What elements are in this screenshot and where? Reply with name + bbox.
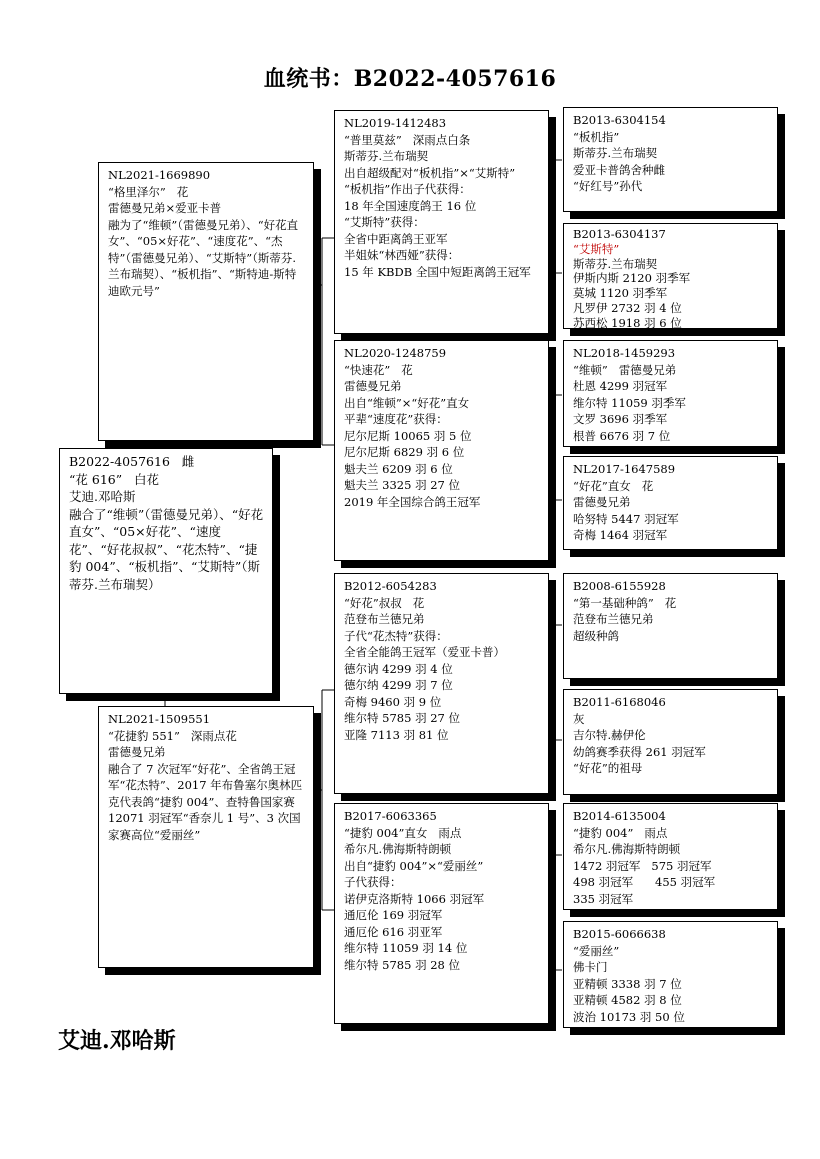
dam-sire-card <box>334 573 549 794</box>
card-line: “爱丽丝” <box>573 943 620 958</box>
dam-sire-sire-card <box>563 573 778 679</box>
dam-dam-sire-card <box>563 803 778 910</box>
owner-name: 艾迪.邓哈斯 <box>58 1028 176 1054</box>
card-line: 出自超级配对“板机指”×“艾斯特” <box>344 165 516 180</box>
card-line: 莫城 1120 羽季军 <box>573 286 668 301</box>
card-line: “板机指” <box>573 129 620 144</box>
card-line: 佛卡门 <box>573 960 608 974</box>
bird-ring-sex: B2022-4057616 雌 <box>69 454 195 469</box>
dam-dam-card <box>334 803 549 1024</box>
card-line: 哈努特 5447 羽冠军 <box>573 511 679 526</box>
card-line: 奇梅 1464 羽冠军 <box>573 528 668 542</box>
card-line: 通厄伦 169 羽冠军 <box>344 908 443 922</box>
card-line: “快速花” 花 <box>344 362 413 377</box>
card-line: 18 年全国速度鸽王 16 位 <box>344 198 477 213</box>
bird-breeder: 艾迪.邓哈斯 <box>69 489 136 504</box>
card-line: 超级种鸽 <box>573 628 619 643</box>
sire-ring: NL2021-1669890 <box>108 168 211 182</box>
dam-name-color: “花捷豹 551” 深雨点花 <box>108 728 237 743</box>
bird-name-color: “花 616” 白花 <box>69 471 160 487</box>
card-line: 出自“捷豹 004”×“爱丽丝” <box>344 858 484 873</box>
card-line: 斯蒂芬.兰布瑞契 <box>573 256 658 271</box>
card-line: 子代获得： <box>344 875 402 889</box>
card-line: 雷德曼兄弟 <box>573 495 631 509</box>
card-line: 尼尔尼斯 6829 羽 6 位 <box>344 445 465 459</box>
card-line: “好红号”孙代 <box>573 179 643 193</box>
sire-dam-card <box>334 340 549 561</box>
card-line: 半姐妹“林西娅”获得： <box>344 248 460 262</box>
card-line: 335 羽冠军 <box>573 891 634 906</box>
card-line: 2019 年全国综合鸽王冠军 <box>344 494 481 509</box>
dam-dam-dam-card <box>563 921 778 1028</box>
card-line: B2017-6063365 <box>344 809 437 823</box>
card-line: 希尔凡.佛海斯特朗顿 <box>573 842 681 856</box>
card-line: 根普 6676 羽 7 位 <box>573 428 671 443</box>
card-line: 奇梅 9460 羽 9 位 <box>344 694 442 709</box>
card-line: “艾斯特” <box>573 241 620 256</box>
card-line: B2011-6168046 <box>573 695 666 709</box>
card-line: “板机指”作出子代获得： <box>344 182 471 196</box>
card-line: 魁夫兰 3325 羽 27 位 <box>344 478 461 492</box>
card-line: 通厄伦 616 羽亚军 <box>344 924 443 939</box>
card-line: “维顿” 雷德曼兄弟 <box>573 362 677 377</box>
card-line: “第一基础种鸽” 花 <box>573 595 677 610</box>
card-line: 斯蒂芬.兰布瑞契 <box>344 149 429 163</box>
card-line: 亚精顿 4582 羽 8 位 <box>573 993 682 1007</box>
card-line: 雷德曼兄弟 <box>344 379 402 393</box>
card-line: 凡罗伊 2732 羽 4 位 <box>573 300 682 315</box>
card-line: 亚精顿 3338 羽 7 位 <box>573 976 682 991</box>
bird-card <box>59 448 273 694</box>
card-line: 维尔特 5785 羽 28 位 <box>344 957 461 972</box>
sire-dam-dam-card <box>563 456 778 550</box>
card-line: 子代“花杰特”获得： <box>344 628 448 643</box>
card-line: 诺伊克洛斯特 1066 羽冠军 <box>344 891 485 906</box>
card-line: “普里莫兹” 深雨点白条 <box>344 132 471 147</box>
card-line: “好花”的祖母 <box>573 761 643 775</box>
card-line: 全省全能鸽王冠军（爱亚卡普） <box>344 645 505 659</box>
card-line: “捷豹 004”直女 雨点 <box>344 825 462 840</box>
card-line: B2015-6066638 <box>573 927 666 941</box>
sire-sire-card <box>334 110 549 334</box>
sire-bloodline-note: 融为了“维顿”（雷德曼兄弟）、“好花直女”、“05×好花”、“速度花”、“杰特”（雷德曼兄弟）、“艾斯特”（斯蒂芬.兰布瑞契）、“板机指”、“斯特迪-斯特迪欧元号” <box>108 217 299 298</box>
card-line: 15 年 KBDB 全国中短距离鸽王冠军 <box>344 264 531 279</box>
card-line: 斯蒂芬.兰布瑞契 <box>573 146 658 160</box>
card-line: 灰 <box>573 711 585 726</box>
card-line: NL2018-1459293 <box>573 346 676 360</box>
dam-bloodline-note: 融合了 7 次冠军“好花”、全省鸽王冠军“花杰特”、2017 年布鲁塞尔奥林匹克代表鸽“捷豹 004”、查特鲁国家赛 12071 羽冠军“香奈儿 1 号”、3 次国家赛高位“爱丽丝” <box>108 761 303 842</box>
card-line: 维尔特 11059 羽季军 <box>573 395 686 410</box>
dam-sire-dam-card <box>563 689 778 795</box>
card-line: B2008-6155928 <box>573 579 666 593</box>
card-line: “好花”直女 花 <box>573 478 654 493</box>
card-line: 魁夫兰 6209 羽 6 位 <box>344 461 453 476</box>
card-line: 平辈“速度花”获得： <box>344 412 448 426</box>
card-line: “艾斯特”获得： <box>344 215 425 229</box>
sire-breeder: 雷德曼兄弟×爱亚卡普 <box>108 201 222 215</box>
card-line: 吉尔特.赫伊伦 <box>573 728 646 742</box>
sire-sire-dam-card <box>563 223 778 329</box>
card-line: 范登布兰德兄弟 <box>344 612 425 626</box>
card-line: 尼尔尼斯 10065 羽 5 位 <box>344 428 472 443</box>
card-line: B2013-6304137 <box>573 227 666 241</box>
card-line: B2012-6054283 <box>344 579 437 593</box>
sire-name-color: “格里泽尔” 花 <box>108 184 189 199</box>
card-line: 幼鸽赛季获得 261 羽冠军 <box>573 744 706 759</box>
card-line: 范登布兰德兄弟 <box>573 612 654 626</box>
card-line: 德尔讷 4299 羽 4 位 <box>344 661 453 676</box>
card-line: B2013-6304154 <box>573 113 666 127</box>
card-line: 全省中距离鸽王亚军 <box>344 231 448 246</box>
card-line: 德尔纳 4299 羽 7 位 <box>344 678 453 692</box>
card-line: 苏西松 1918 羽 6 位 <box>573 315 682 329</box>
card-line: 伊斯内斯 2120 羽季军 <box>573 271 691 286</box>
card-line: 希尔凡.佛海斯特朗顿 <box>344 842 452 856</box>
sire-card <box>98 162 314 441</box>
sire-sire-sire-card <box>563 107 778 212</box>
dam-ring: NL2021-1509551 <box>108 712 211 726</box>
card-line: 杜恩 4299 羽冠军 <box>573 379 668 393</box>
card-line: 维尔特 5785 羽 27 位 <box>344 711 461 725</box>
card-line: 文罗 3696 羽季军 <box>573 412 668 426</box>
card-line: 1472 羽冠军 575 羽冠军 <box>573 858 712 873</box>
dam-card <box>98 706 314 968</box>
card-line: “好花”叔叔 花 <box>344 595 425 610</box>
card-line: 出自“维顿”×“好花”直女 <box>344 395 470 410</box>
card-line: 498 羽冠军 455 羽冠军 <box>573 875 716 889</box>
card-line: NL2017-1647589 <box>573 462 676 476</box>
card-line: B2014-6135004 <box>573 809 666 823</box>
dam-breeder: 雷德曼兄弟 <box>108 745 166 759</box>
card-line: 维尔特 11059 羽 14 位 <box>344 941 468 955</box>
sire-dam-sire-card <box>563 340 778 447</box>
card-line: NL2020-1248759 <box>344 346 447 360</box>
card-line: “捷豹 004” 雨点 <box>573 825 668 840</box>
card-line: 爱亚卡普鸽舍种雌 <box>573 162 665 177</box>
card-line: 亚隆 7113 羽 81 位 <box>344 727 449 742</box>
bird-bloodline-note: 融合了“维顿”（雷德曼兄弟）、“好花直女”、“05×好花”、“速度花”、“好花叔叔”、“花杰特”、“捷豹 004”、“板机指”、“艾斯特”（斯蒂芬.兰布瑞契） <box>69 506 264 592</box>
card-line: NL2019-1412483 <box>344 116 447 130</box>
card-line: 波治 10173 羽 50 位 <box>573 1009 685 1024</box>
pedigree-title: 血统书：B2022-4057616 <box>263 66 557 92</box>
